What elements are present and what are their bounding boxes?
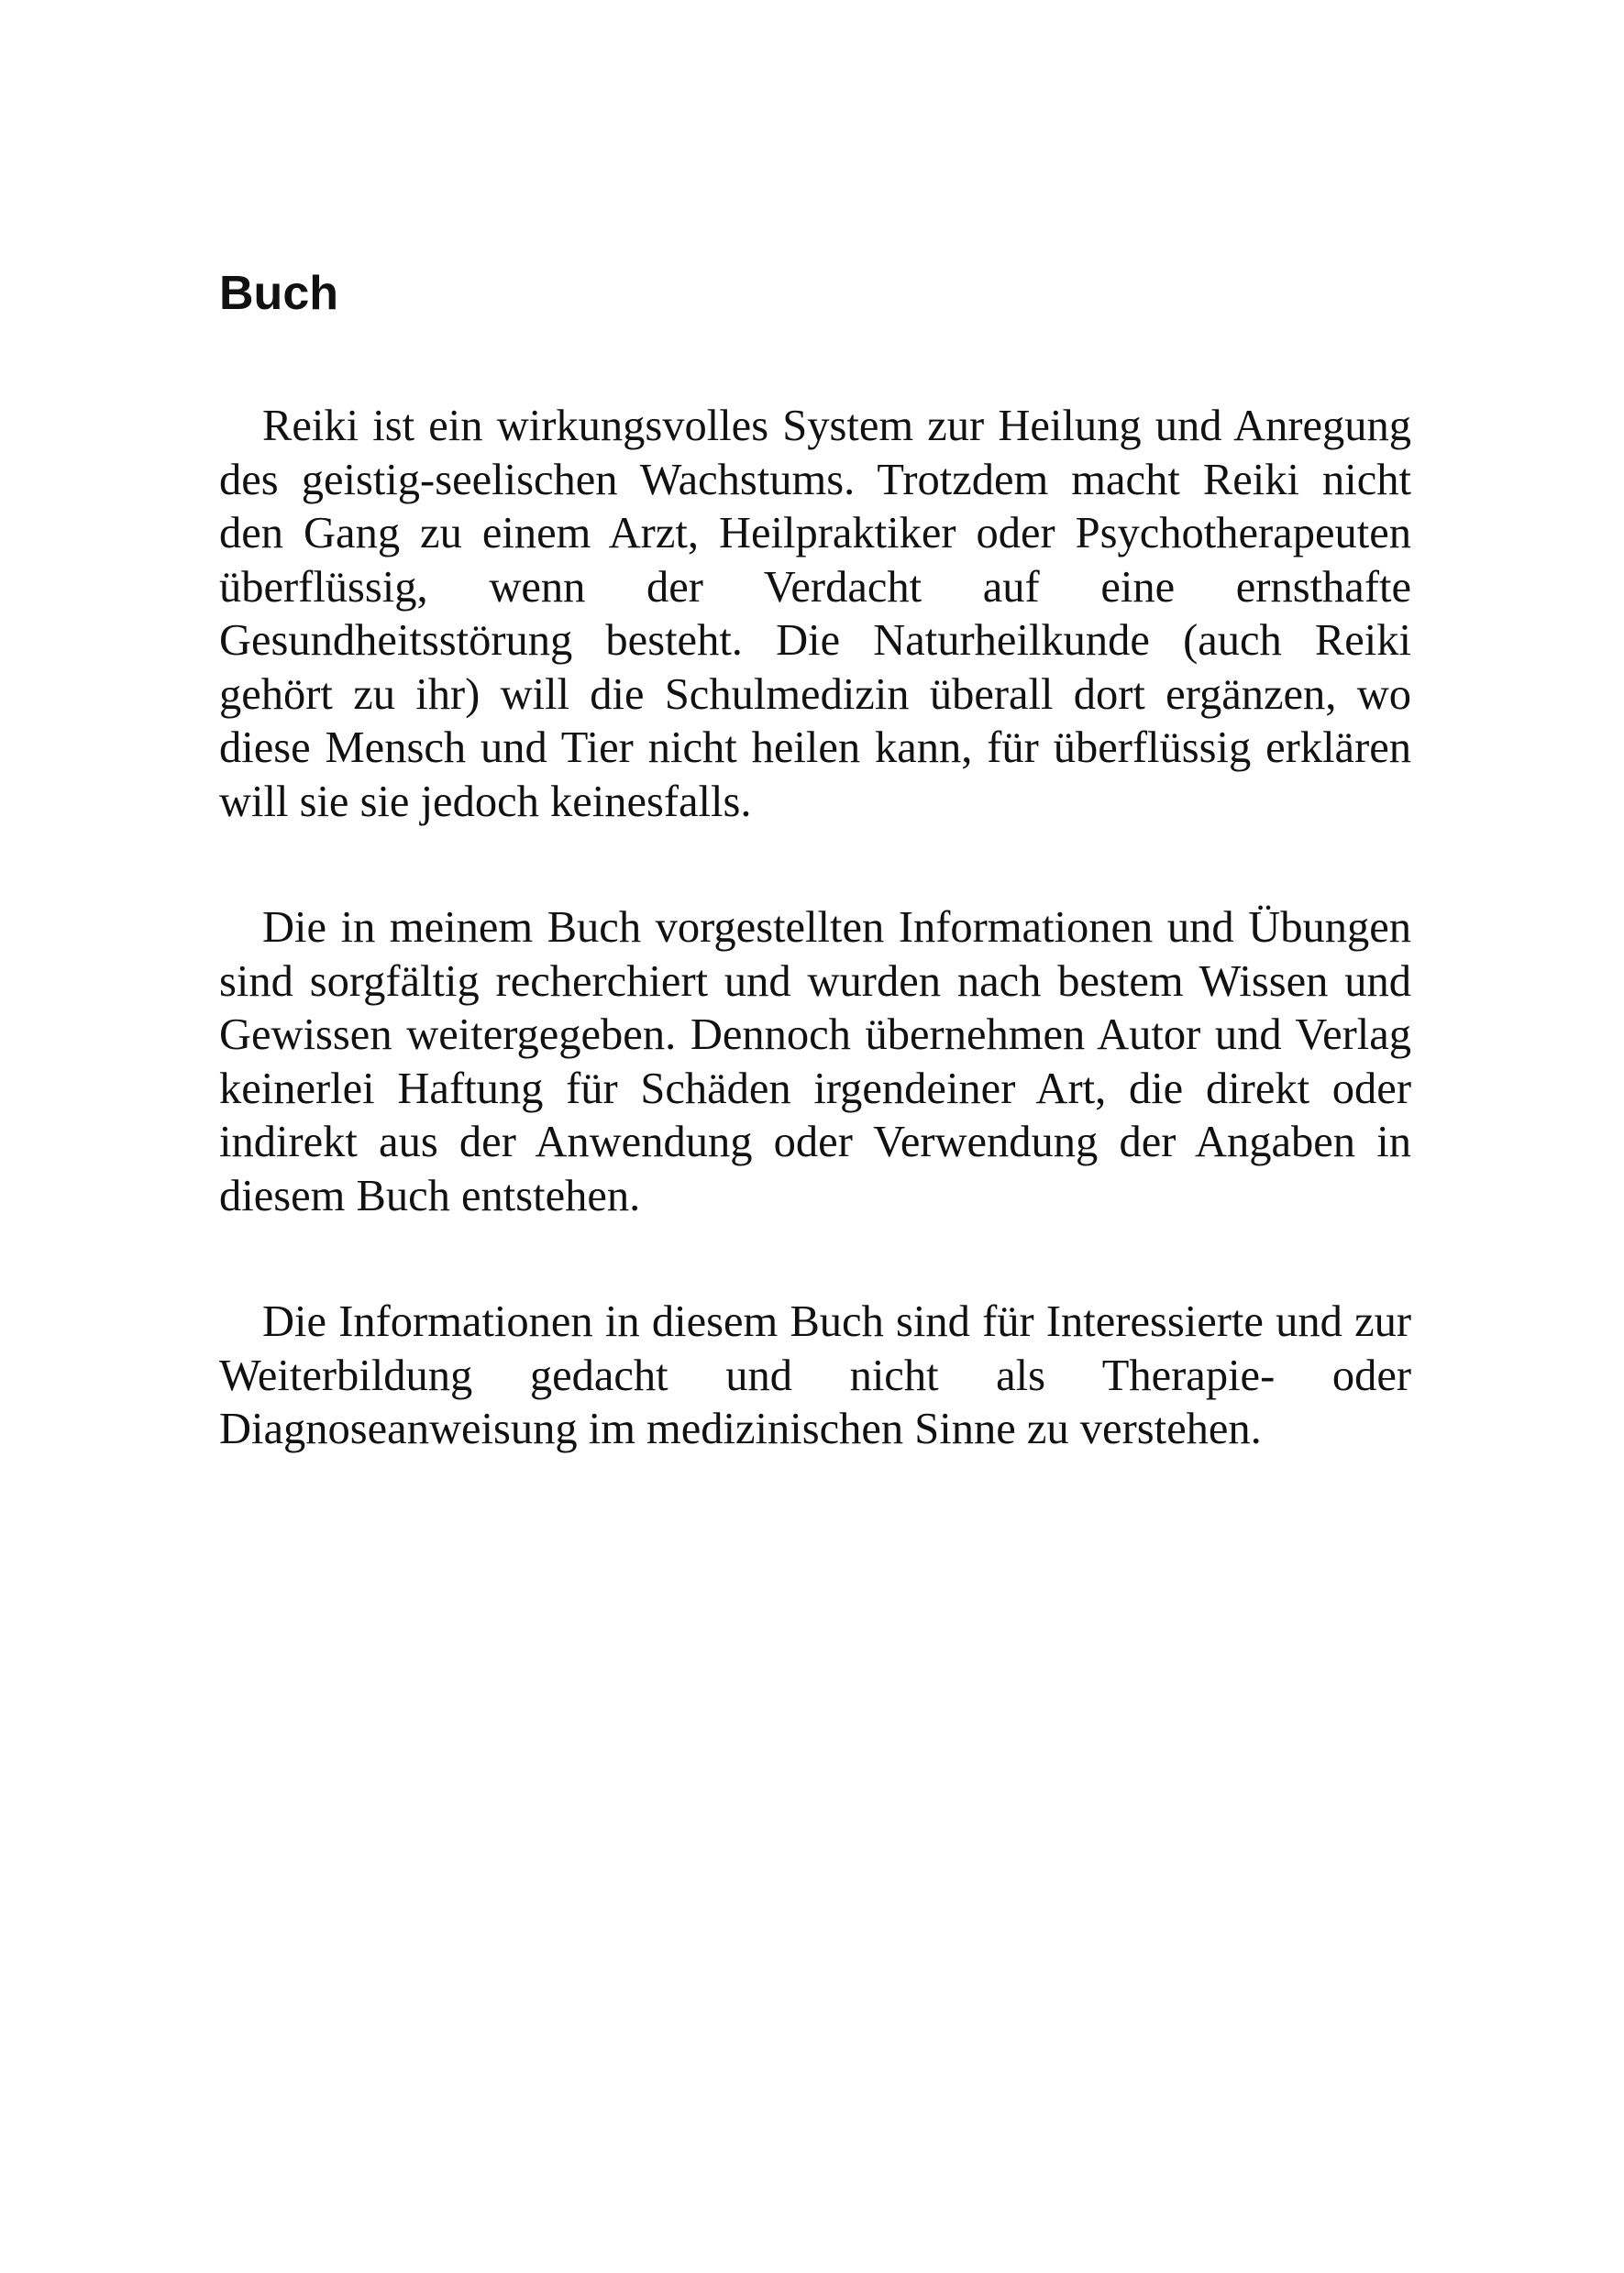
- paragraph-medical-notice: Reiki ist ein wirkungsvolles System zur Heilung und Anregung des geistig-seelischen Wachstums. Trotzdem macht Reiki nicht den Gang zu einem Arzt, Heilpraktiker oder Psychotherapeuten überflüssig, wenn der Verdacht auf eine ernsthafte Gesundheitsstörung besteht. Die Naturheilkunde (auch Reiki gehört zu ihr) will die Schulmedizin überall dort ergänzen, wo diese Mensch und Tier nicht heilen kann, für überflüssig erklären will sie sie jedoch keinesfalls.: [219, 402, 1411, 826]
- page-heading: Buch: [219, 267, 338, 320]
- paragraph-3-block: [219, 1296, 1411, 1457]
- paragraph-purpose-note: Die Informationen in diesem Buch sind für Interessierte und zur Weiterbildung gedacht und nicht als Therapie- oder Diagnoseanweisung im medizinischen Sinne zu verstehen.: [219, 1297, 1411, 1453]
- paragraph-2-block: [219, 901, 1411, 1223]
- paragraph-1-block: [219, 400, 1411, 829]
- paragraph-liability-disclaimer: Die in meinem Buch vorgestellten Informationen und Übungen sind sorgfältig recherchiert und wurden nach bestem Wissen und Gewissen weitergegeben. Dennoch übernehmen Autor und Verlag keinerlei Haftung für Schäden irgendeiner Art, die direkt oder indirekt aus der Anwendung oder Verwendung der Angaben in diesem Buch entstehen.: [219, 903, 1411, 1220]
